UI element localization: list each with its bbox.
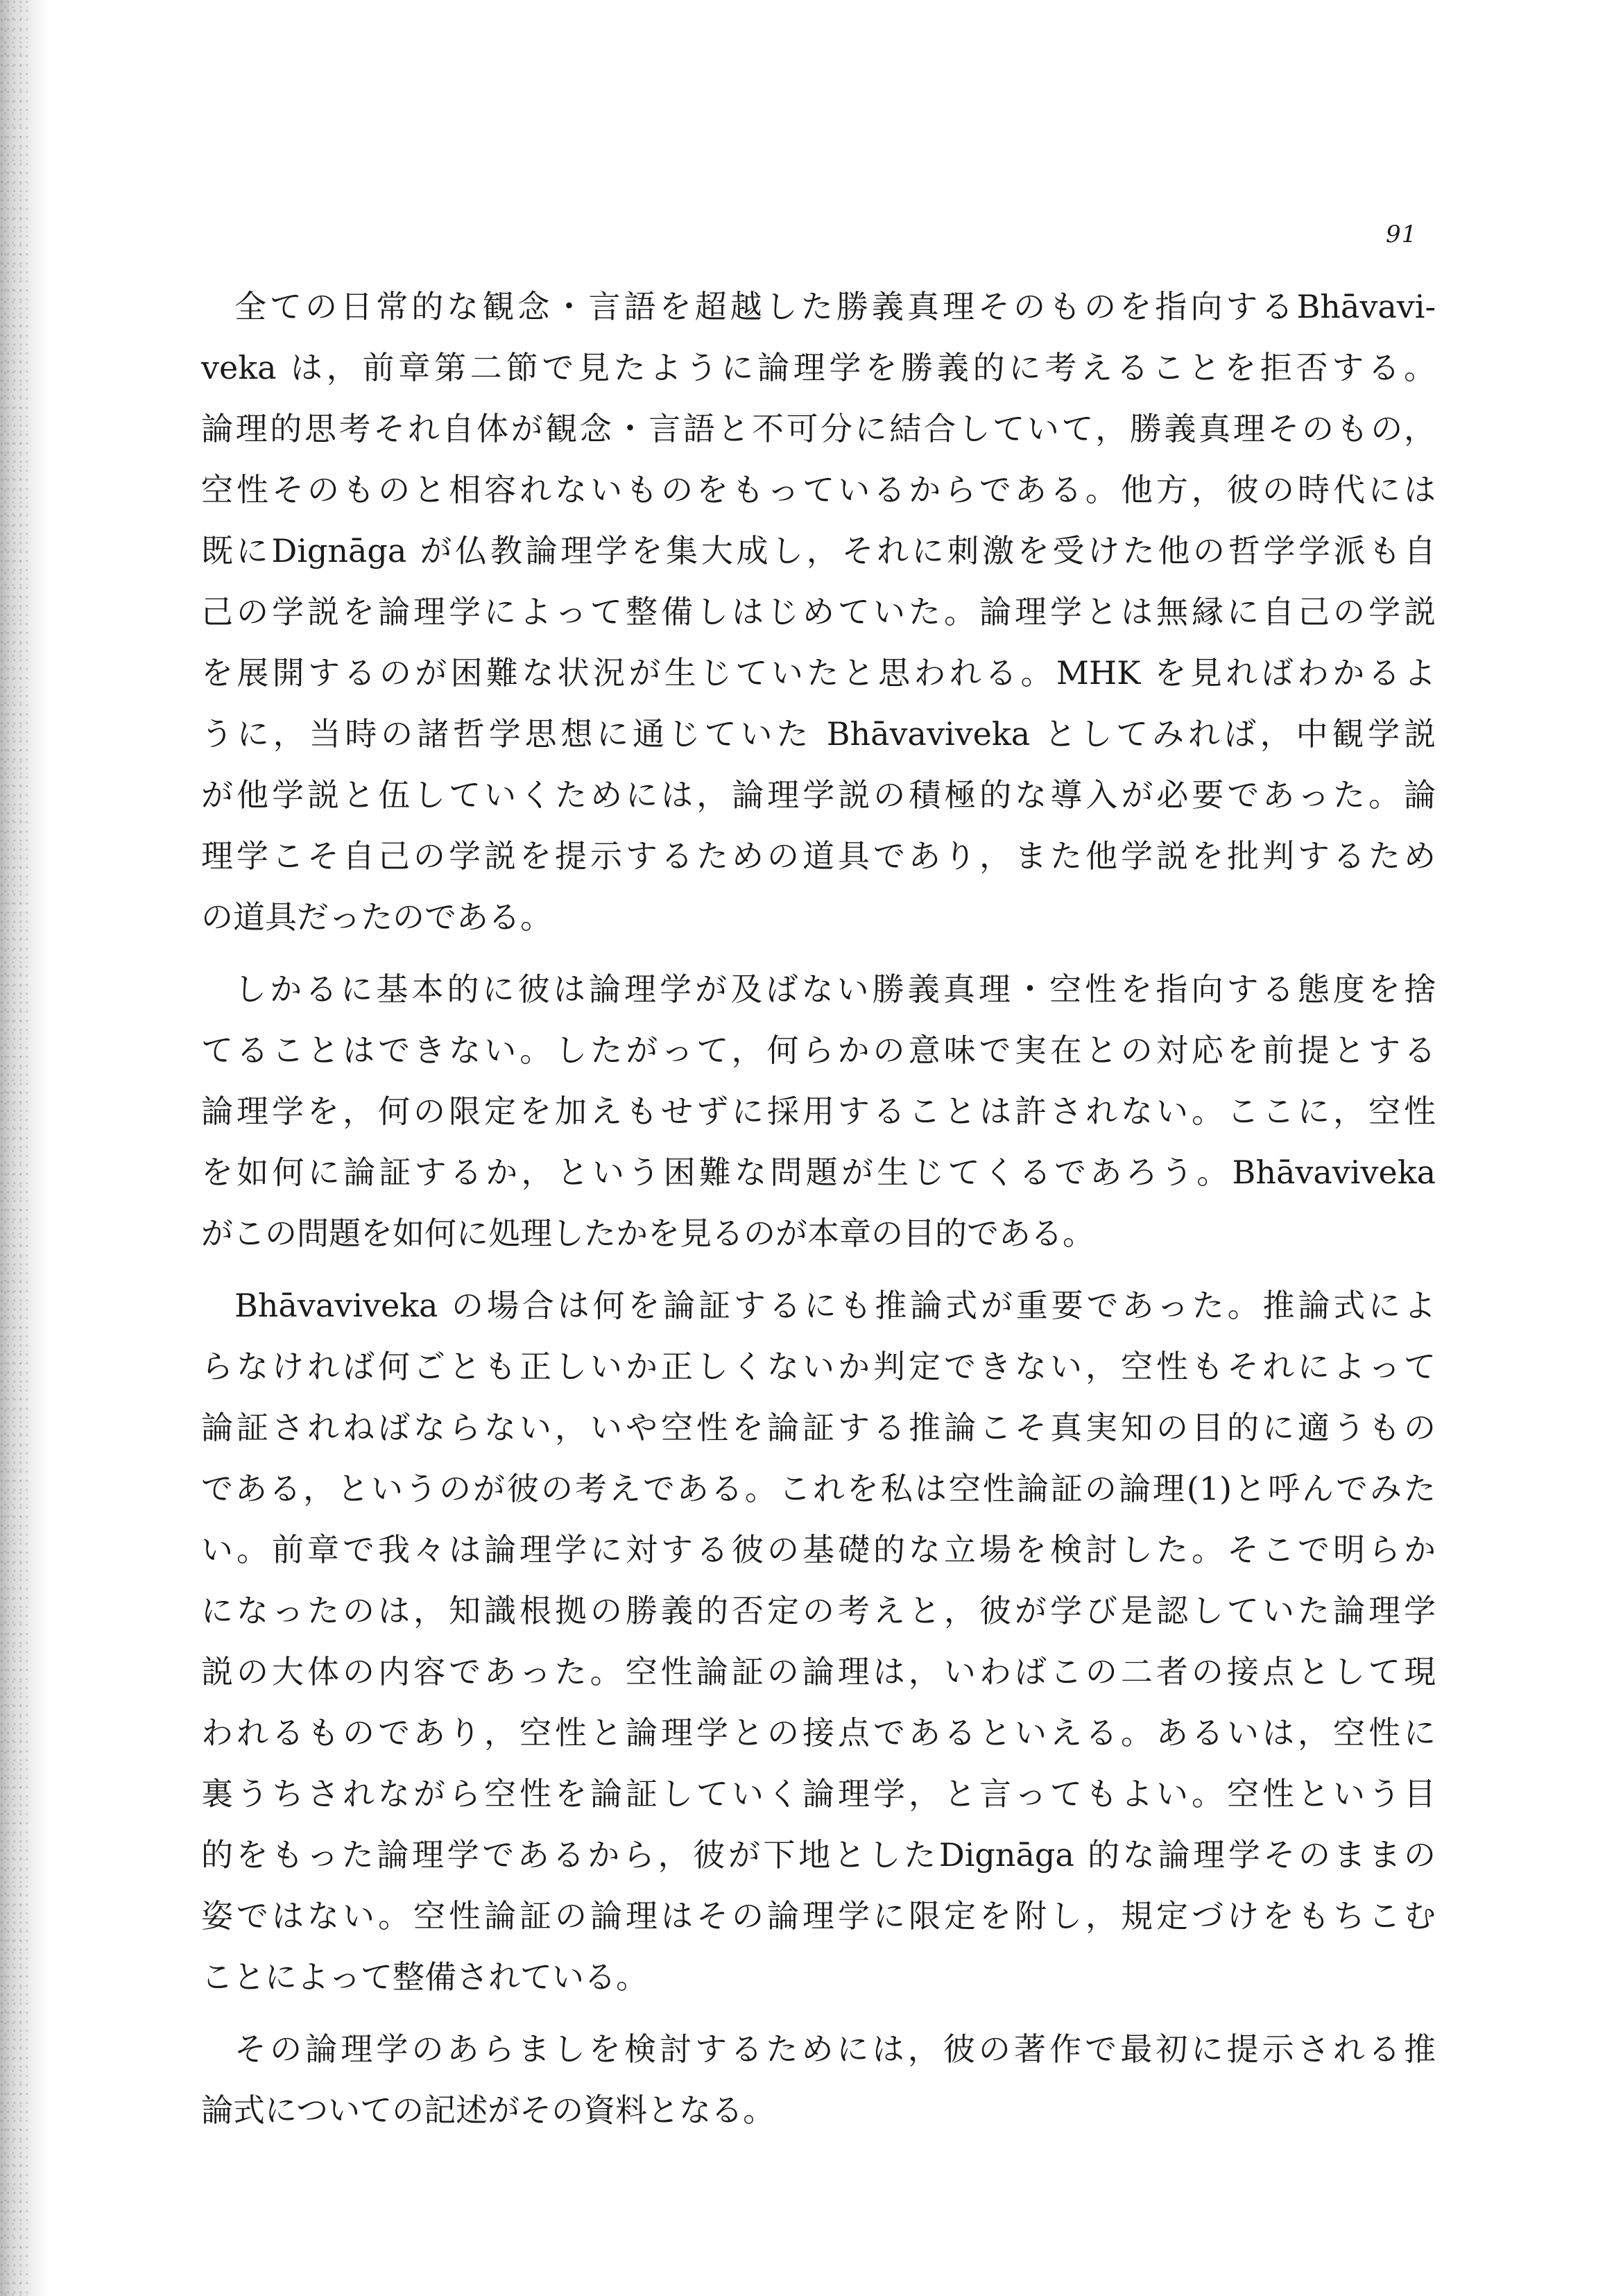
text-line: を展開するのが困難な状況が生じていたと思われる。MHK を見ればわかるよ bbox=[201, 654, 1436, 692]
text-line: を如何に論証するか，という困難な問題が生じてくるであろう。Bhāvaviveka bbox=[201, 1154, 1436, 1191]
text-line: になったのは，知識根拠の勝義的否定の考えと，彼が学び是認していた論理学 bbox=[201, 1592, 1436, 1629]
text-line: 論式についての記述がその資料となる。 bbox=[201, 2091, 775, 2129]
text-line: 論理学を，何の限定を加えもせずに採用することは許されない。ここに，空性 bbox=[201, 1093, 1436, 1130]
text-line: ことによって整備されている。 bbox=[201, 1958, 648, 1996]
text-line: うに，当時の諸哲学思想に通じていた Bhāvaviveka としてみれば，中観学説 bbox=[201, 715, 1436, 753]
text-line: われるものであり，空性と論理学との接点であるといえる。あるいは，空性に bbox=[201, 1714, 1436, 1751]
text-line: の道具だったのである。 bbox=[201, 898, 552, 936]
text-line: 的をもった論理学であるから，彼が下地としたDignāga 的な論理学そのままの bbox=[201, 1836, 1436, 1874]
text-line: てることはできない。したがって，何らかの意味で実在との対応を前提とする bbox=[201, 1031, 1436, 1069]
text-line: 説の大体の内容であった。空性論証の論理は，いわばこの二者の接点として現 bbox=[201, 1653, 1436, 1690]
text-line: veka は，前章第二節で見たように論理学を勝義的に考えることを拒否する。 bbox=[201, 349, 1436, 386]
text-line: その論理学のあらましを検討するためには，彼の著作で最初に提示される推 bbox=[234, 2030, 1436, 2068]
paragraph-3 bbox=[201, 1275, 1436, 2007]
text-line: しかるに基本的に彼は論理学が及ばない勝義真理・空性を指向する態度を捨 bbox=[234, 970, 1436, 1008]
paragraph-4 bbox=[201, 2019, 1436, 2141]
text-line: Bhāvaviveka の場合は何を論証するにも推論式が重要であった。推論式によ bbox=[234, 1287, 1436, 1324]
text-line: である，というのが彼の考えである。これを私は空性論証の論理(1)と呼んでみた bbox=[201, 1470, 1436, 1507]
text-line: らなければ何ごとも正しいか正しくないか判定できない，空性もそれによって bbox=[201, 1348, 1436, 1385]
text-line: 姿ではない。空性論証の論理はその論理学に限定を附し，規定づけをもちこむ bbox=[201, 1897, 1436, 1935]
body-text bbox=[201, 276, 1436, 2141]
text-line: が他学説と伍していくためには，論理学説の積極的な導入が必要であった。論 bbox=[201, 776, 1436, 814]
scan-speckle bbox=[0, 0, 28, 2296]
text-line: 理学こそ自己の学説を提示するための道具であり，また他学説を批判するため bbox=[201, 837, 1436, 875]
page-number: 91 bbox=[1386, 221, 1418, 248]
text-line: い。前章で我々は論理学に対する彼の基礎的な立場を検討した。そこで明らか bbox=[201, 1531, 1436, 1568]
text-line: 論理的思考それ自体が観念・言語と不可分に結合していて，勝義真理そのもの， bbox=[201, 410, 1436, 447]
paragraph-2 bbox=[201, 959, 1436, 1264]
paragraph-1 bbox=[201, 276, 1436, 948]
text-line: 己の学説を論理学によって整備しはじめていた。論理学とは無縁に自己の学説 bbox=[201, 593, 1436, 631]
text-line: 裏うちされながら空性を論証していく論理学，と言ってもよい。空性という目 bbox=[201, 1775, 1436, 1813]
text-line: 既にDignāga が仏教論理学を集大成し，それに刺激を受けた他の哲学学派も自 bbox=[201, 532, 1436, 569]
text-line: 論証されねばならない，いや空性を論証する推論こそ真実知の目的に適うもの bbox=[201, 1409, 1436, 1446]
text-line: がこの問題を如何に処理したかを見るのが本章の目的である。 bbox=[201, 1215, 1094, 1252]
text-line: 全ての日常的な観念・言語を超越した勝義真理そのものを指向するBhāvavi- bbox=[234, 288, 1436, 325]
text-line: 空性そのものと相容れないものをもっているからである。他方，彼の時代には bbox=[201, 471, 1436, 508]
